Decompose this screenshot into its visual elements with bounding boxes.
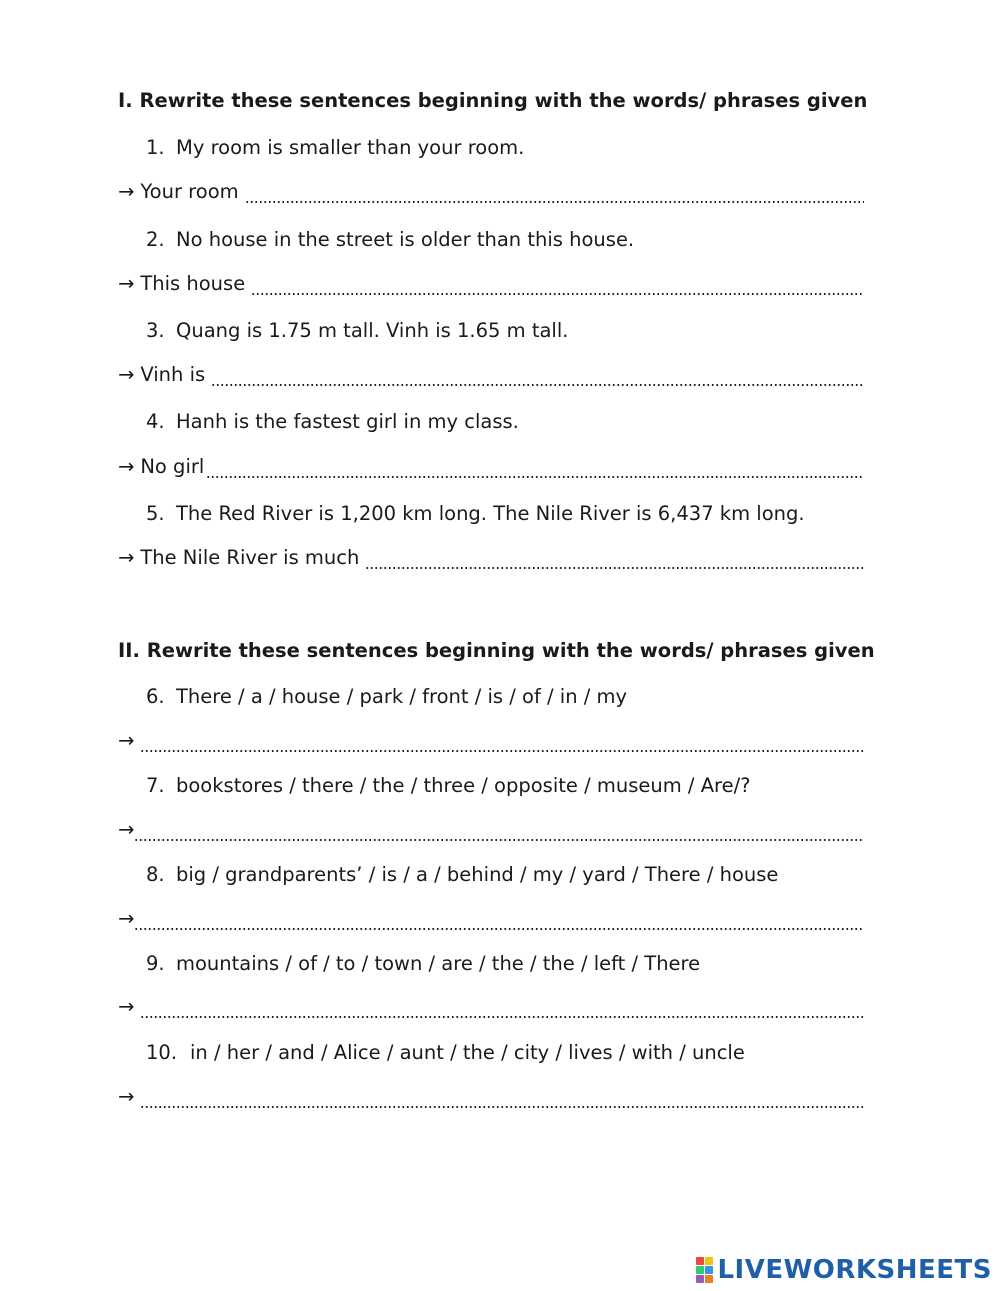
- answer-input-2[interactable]: [251, 272, 864, 298]
- answer-input-4[interactable]: [206, 455, 864, 481]
- question-text: bookstores / there / the / three / opposite / museum / Are/?: [176, 774, 751, 797]
- question-2: [146, 228, 634, 251]
- arrow-icon: →: [118, 455, 135, 478]
- arrow-icon: →: [118, 907, 135, 930]
- arrow-icon: →: [118, 1085, 135, 1108]
- question-7: [146, 774, 751, 797]
- question-6: [146, 685, 627, 708]
- question-text: My room is smaller than your room.: [176, 136, 525, 159]
- answer-input-10[interactable]: [140, 1085, 864, 1111]
- question-10: [146, 1041, 745, 1064]
- arrow-icon: →: [118, 818, 135, 841]
- liveworksheets-logo: [696, 1254, 992, 1286]
- question-text: There / a / house / park / front / is / of / in / my: [176, 685, 628, 708]
- answer-prefix: No girl: [140, 455, 205, 478]
- question-text: mountains / of / to / town / are / the / the / left / There: [176, 952, 701, 975]
- logo-block: [696, 1257, 704, 1265]
- question-number: 4.: [146, 410, 165, 433]
- answer-line-2: [118, 272, 864, 298]
- question-number: 7.: [146, 774, 165, 797]
- answer-prefix: This house: [140, 272, 246, 295]
- answer-input-7[interactable]: [134, 818, 864, 844]
- logo-block: [705, 1266, 713, 1274]
- answer-prefix: The Nile River is much: [140, 546, 360, 569]
- answer-input-1[interactable]: [245, 180, 864, 206]
- answer-input-8[interactable]: [134, 907, 864, 933]
- arrow-icon: →: [118, 363, 135, 386]
- answer-input-5[interactable]: [365, 546, 864, 572]
- answer-line-4: [118, 455, 864, 481]
- answer-line-9: [118, 995, 864, 1021]
- answer-input-3[interactable]: [211, 363, 864, 389]
- question-4: [146, 410, 519, 433]
- arrow-icon: →: [118, 729, 135, 752]
- answer-prefix: Vinh is: [140, 363, 206, 386]
- question-number: 9.: [146, 952, 165, 975]
- question-number: 1.: [146, 136, 165, 159]
- question-3: [146, 319, 568, 342]
- question-5: [146, 502, 805, 525]
- question-number: 3.: [146, 319, 165, 342]
- logo-block: [705, 1275, 713, 1283]
- question-number: 10.: [146, 1041, 178, 1064]
- answer-prefix: Your room: [140, 180, 239, 203]
- answer-line-10: [118, 1085, 864, 1111]
- question-8: [146, 863, 778, 886]
- logo-block: [705, 1257, 713, 1265]
- logo-text: LIVEWORKSHEETS: [717, 1255, 992, 1285]
- arrow-icon: →: [118, 272, 135, 295]
- arrow-icon: →: [118, 995, 135, 1018]
- question-1: [146, 136, 524, 159]
- answer-line-5: [118, 546, 864, 572]
- question-text: in / her / and / Alice / aunt / the / city / lives / with / uncle: [190, 1041, 745, 1064]
- question-number: 8.: [146, 863, 165, 886]
- logo-block: [696, 1266, 704, 1274]
- question-text: No house in the street is older than this house.: [176, 228, 635, 251]
- answer-line-3: [118, 363, 864, 389]
- question-text: The Red River is 1,200 km long. The Nile River is 6,437 km long.: [176, 502, 805, 525]
- answer-line-1: [118, 180, 864, 206]
- answer-line-6: [118, 729, 864, 755]
- answer-line-8: [118, 907, 864, 933]
- section-2-heading: II. Rewrite these sentences beginning with the words/ phrases given: [118, 639, 875, 662]
- answer-line-7: [118, 818, 864, 844]
- answer-input-9[interactable]: [140, 995, 864, 1021]
- arrow-icon: →: [118, 546, 135, 569]
- question-number: 2.: [146, 228, 165, 251]
- section-1-heading: I. Rewrite these sentences beginning with the words/ phrases given: [118, 89, 868, 112]
- logo-blocks-icon: [696, 1257, 713, 1283]
- question-text: Hanh is the fastest girl in my class.: [176, 410, 519, 433]
- logo-block: [696, 1275, 704, 1283]
- answer-input-6[interactable]: [140, 729, 864, 755]
- question-9: [146, 952, 700, 975]
- arrow-icon: →: [118, 180, 135, 203]
- question-text: big / grandparents’ / is / a / behind / my / yard / There / house: [176, 863, 779, 886]
- question-number: 5.: [146, 502, 165, 525]
- question-text: Quang is 1.75 m tall. Vinh is 1.65 m tall.: [176, 319, 569, 342]
- question-number: 6.: [146, 685, 165, 708]
